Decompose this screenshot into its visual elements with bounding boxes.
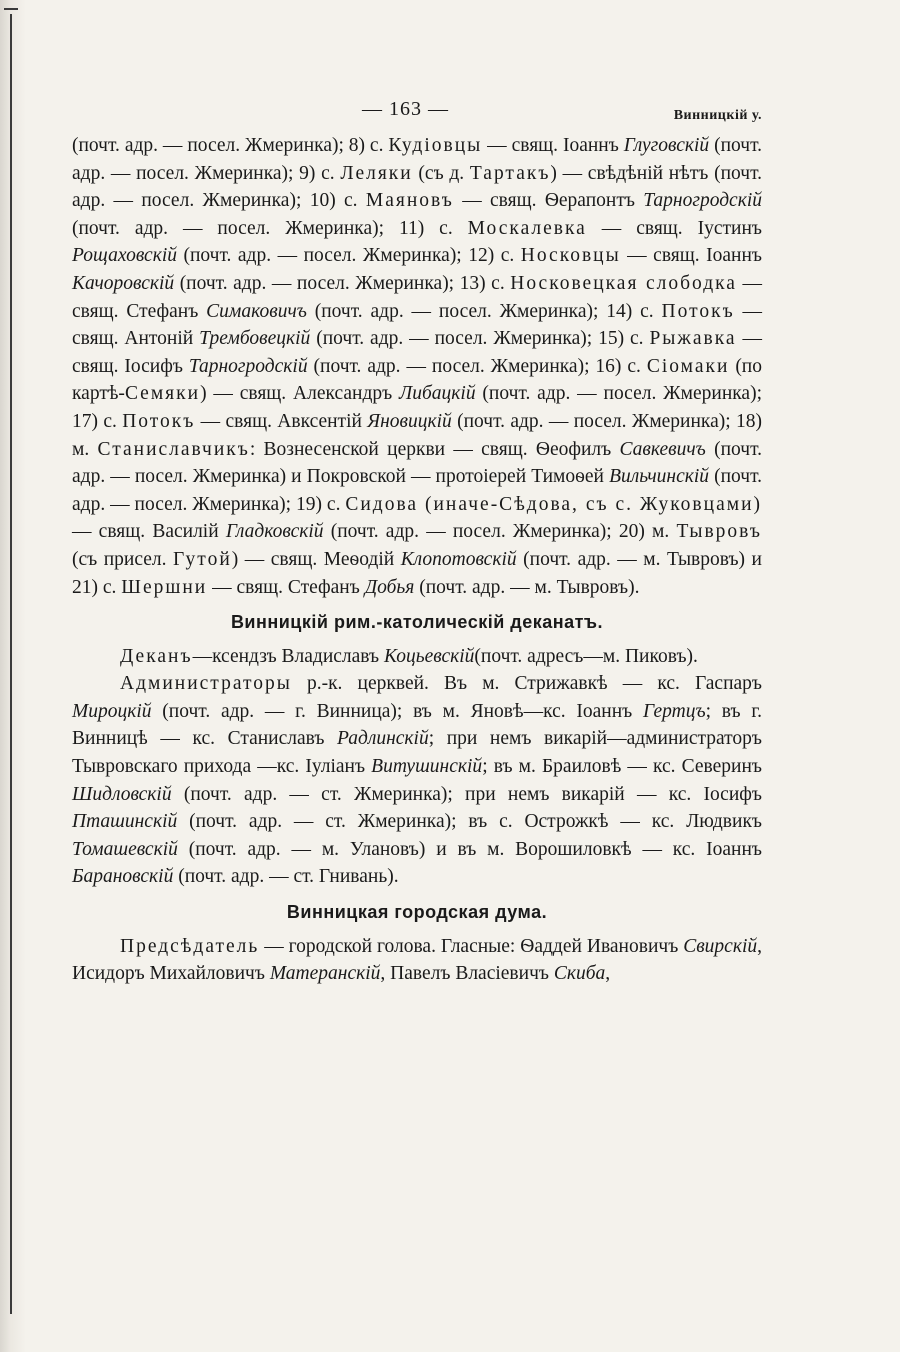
text-run: (почт. адр. — посел. Жмеринка); 9) с.	[72, 135, 763, 184]
surname: Шидловскій	[72, 783, 172, 805]
paragraph-city-duma	[72, 933, 762, 988]
page-number: — 163 —	[362, 98, 449, 120]
place-name: Леляки	[340, 162, 413, 184]
role-label: Деканъ	[120, 645, 193, 667]
text-run: — свящ. Ѳерапонтъ	[453, 190, 644, 212]
paragraph-parishes	[72, 132, 762, 601]
text-run: (почт. адресъ—м. Пиковъ).	[474, 645, 698, 667]
scan-edge-shadow	[0, 0, 26, 1352]
text-run: ) — свящ. Меѳодій	[231, 548, 401, 570]
surname: Вильчинскій	[609, 466, 710, 488]
surname: Яновицкій	[367, 410, 452, 432]
place-name: Гутой	[173, 548, 232, 570]
text-run: — свящ. Антоній	[72, 300, 763, 350]
surname: Глуговскій	[623, 135, 710, 156]
text-run: : Вознесенской церкви — свящ. Ѳеофилъ	[249, 438, 620, 460]
surname: Томашевскій	[72, 838, 178, 860]
text-run: ,	[605, 963, 611, 985]
text-run: ; при немъ викарій—администраторъ Тывровскаго прихода —кс. Іуліанъ	[72, 728, 762, 778]
text-run: (почт. адр. — ст. Жмеринка); въ с. Острожкѣ — кс. Людвикъ	[177, 811, 762, 833]
surname: Симаковичъ	[206, 300, 307, 322]
text-run: (почт. адр. — посел. Жмеринка); 11) с.	[72, 217, 468, 239]
text-run: (почт. адр. — посел. Жмеринка); 17) с.	[72, 383, 762, 432]
surname: Барановскій	[72, 866, 174, 888]
surname: Радлинскій	[337, 728, 429, 750]
text-run: — городской голова. Гласные: Ѳаддей Ивановичъ	[259, 935, 684, 957]
surname: Тарногродскій	[643, 190, 763, 212]
text-run: (почт. адр. — посел. Жмеринка); 15) с.	[310, 328, 650, 350]
surname: Либацкій	[399, 383, 476, 405]
text-run: (почт. адр. — посел. Жмеринка); 18) м.	[72, 410, 762, 460]
text-run: — свящ. Іосифъ	[72, 328, 762, 377]
surname: Коцьевскій	[384, 645, 475, 667]
text-run: (почт. адр. — м. Тывровъ).	[414, 576, 640, 598]
surname: Витушинскій	[371, 756, 483, 778]
text-run: ) — свящ. Александръ	[200, 383, 400, 405]
place-name: Шершни	[121, 576, 208, 598]
text-run: (почт. адр. — посел. Жмеринка); 13) с.	[174, 272, 511, 294]
surname: Свирскій	[683, 935, 758, 957]
surname: Мироцкій	[72, 700, 152, 722]
place-name: Рыжавка	[649, 328, 737, 350]
text-run: (почт. адр. — посел. Жмеринка); 14) с.	[306, 300, 662, 322]
surname: Гертцъ	[642, 700, 706, 722]
place-name: Кудіовцы	[388, 135, 483, 156]
place-name: Потокъ	[122, 410, 196, 432]
place-name: Сидова (иначе-Сѣдова, съ с. Жуковцами)	[345, 493, 763, 515]
place-name: Тывровъ	[676, 521, 762, 543]
text-run: р.-к. церквей. Въ м. Стрижавкѣ — кс. Гаспаръ	[291, 673, 762, 695]
section-heading-city-duma: Винницкая городская дума.	[286, 902, 548, 923]
text-run: (по картѣ-	[72, 355, 762, 405]
page-header	[72, 92, 762, 132]
text-run: — свящ. Іоаннъ	[482, 135, 624, 156]
surname: Тарногродскій	[188, 355, 308, 377]
text-run: —ксендзъ Владиславъ	[192, 645, 384, 667]
surname: Савкевичъ	[619, 438, 706, 460]
role-label: Предсѣдатель	[120, 935, 260, 957]
text-run: , Исидоръ Михайловичъ	[72, 935, 762, 985]
place-name: Потокъ	[661, 300, 735, 322]
text-run: — свящ. Василій	[72, 521, 226, 543]
text-run: (съ д.	[412, 162, 470, 184]
text-run: (почт. адр. — ст. Жмеринка); при немъ викарій — кс. Іосифъ	[171, 783, 762, 805]
page-body	[72, 92, 762, 988]
text-run: (почт. адр. — посел. Жмеринка); 12) с.	[176, 245, 521, 267]
paragraph-administrators	[72, 670, 762, 891]
binding-tick-mark	[4, 8, 18, 10]
text-run: (почт. адр. — посел. Жмеринка); 19) с.	[72, 466, 763, 515]
text-run: — свящ. Стефанъ	[207, 576, 365, 598]
text-run: ; въ м. Браиловѣ — кс. Северинъ	[482, 756, 762, 778]
binding-line	[10, 14, 12, 1314]
text-run: — свящ. Іустинъ	[586, 217, 763, 239]
text-run: ) — свѣдѣній нѣтъ (почт. адр. — посел. Жмеринка); 10) с.	[72, 162, 762, 212]
surname: Гладковскій	[225, 521, 324, 543]
surname: Матеранскій	[269, 963, 381, 985]
place-name: Носковецкая слободка	[510, 272, 737, 294]
section-heading-catholic-deanery: Винницкій рим.-католическій деканатъ.	[230, 612, 604, 633]
text-run: , Павелъ Власіевичъ	[380, 963, 554, 985]
surname: Добья	[364, 576, 415, 598]
surname: Качоровскій	[72, 272, 175, 294]
text-run: (почт. адр. — м. Улановъ) и въ м. Ворошиловкѣ — кс. Іоаннъ	[177, 838, 762, 860]
text-run: (почт. адр. — м. Тывровъ) и 21) с.	[72, 548, 762, 598]
place-name: Москалевка	[467, 217, 587, 239]
surname: Клопотовскій	[400, 548, 517, 570]
surname: Трембовецкій	[199, 328, 311, 350]
text-run: (съ присел.	[72, 548, 174, 570]
text-run: ; въ г. Винницѣ — кс. Станиславъ	[72, 700, 762, 750]
text-run: (почт. адр. — г. Винница); въ м. Яновѣ—кс. Іоаннъ	[151, 700, 643, 722]
surname: Рощаховскій	[72, 245, 177, 267]
text-run: (почт. адр. — посел. Жмеринка) и Покровской — протоіерей Тимоѳей	[72, 438, 762, 488]
surname: Скиба	[553, 963, 606, 985]
text-run: (почт. адр. — посел. Жмеринка); 8) с.	[72, 135, 389, 156]
text-run: — свящ. Стефанъ	[72, 272, 763, 322]
surname: Пташинскій	[72, 811, 178, 833]
running-head: Винницкій у.	[673, 108, 762, 123]
place-name: Маяновъ	[365, 190, 454, 212]
text-run: (почт. адр. — ст. Гнивань).	[173, 866, 399, 888]
place-name: Сіомаки	[646, 355, 730, 377]
role-label: Администраторы	[120, 673, 292, 695]
text-run: — свящ. Іоаннъ	[620, 245, 762, 267]
place-name: Тартакъ	[469, 162, 551, 184]
text-run: — свящ. Авксентій	[195, 410, 368, 432]
paragraph-dean	[72, 643, 762, 671]
text-run: (почт. адр. — посел. Жмеринка); 16) с.	[307, 355, 647, 377]
place-name: Семяки	[124, 383, 201, 405]
text-run: (почт. адр. — посел. Жмеринка); 20) м.	[323, 521, 677, 543]
place-name: Носковцы	[520, 245, 621, 267]
place-name: Станиславчикъ	[97, 438, 250, 460]
